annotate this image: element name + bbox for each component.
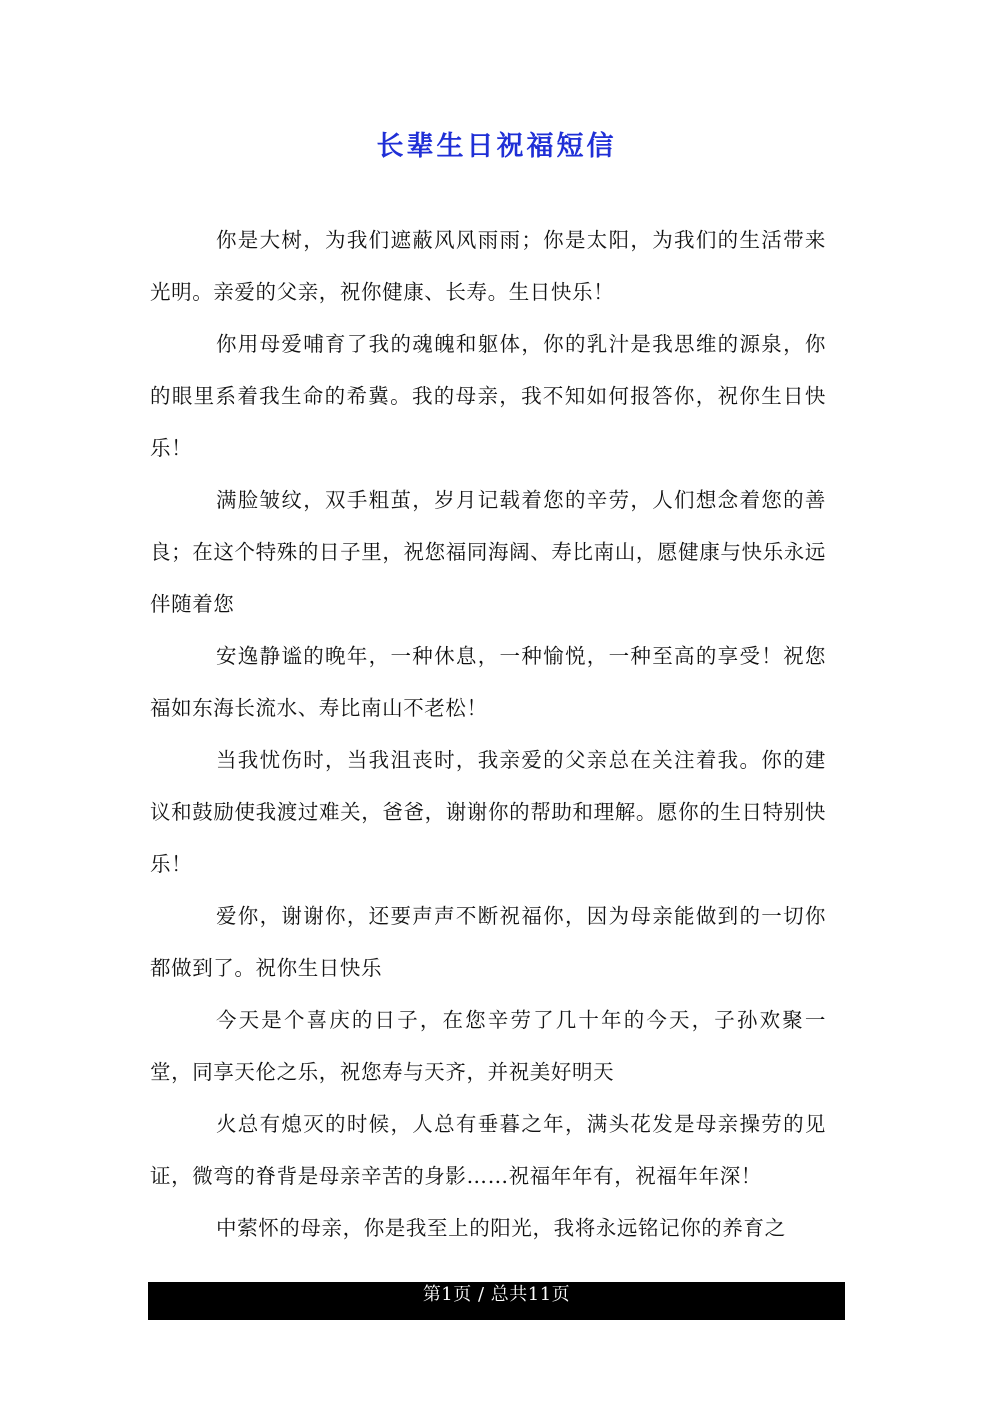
paragraph-7: 今天是个喜庆的日子，在您辛劳了几十年的今天，子孙欢聚一堂，同享天伦之乐，祝您寿与天齐，并祝美好明天 [150,1008,826,1084]
paragraph-2: 你用母爱哺育了我的魂魄和躯体，你的乳汁是我思维的源泉，你的眼里系着我生命的希冀。我的母亲，我不知如何报答你，祝你生日快乐！ [150,332,826,460]
paragraph-8: 火总有熄灭的时候，人总有垂暮之年，满头花发是母亲操劳的见证，微弯的脊背是母亲辛苦的身影……祝福年年有，祝福年年深！ [150,1112,826,1188]
document-body [150,214,826,1254]
paragraph-6: 爱你，谢谢你，还要声声不断祝福你，因为母亲能做到的一切你都做到了。祝你生日快乐 [150,904,826,980]
paragraph-5: 当我忧伤时，当我沮丧时，我亲爱的父亲总在关注着我。你的建议和鼓励使我渡过难关，爸爸，谢谢你的帮助和理解。愿你的生日特别快乐！ [150,748,826,876]
document-title: 长辈生日祝福短信 [376,131,617,162]
page-footer [148,1282,845,1320]
paragraph-4: 安逸静谧的晚年，一种休息，一种愉悦，一种至高的享受！祝您福如东海长流水、寿比南山不老松！ [150,644,826,720]
paragraph-1: 你是大树，为我们遮蔽风风雨雨；你是太阳，为我们的生活带来光明。亲爱的父亲，祝你健康、长寿。生日快乐！ [150,228,826,304]
page-number-label: 第1页 / 总共11页 [422,1284,571,1305]
paragraph-3: 满脸皱纹，双手粗茧，岁月记载着您的辛劳，人们想念着您的善良；在这个特殊的日子里，祝您福同海阔、寿比南山，愿健康与快乐永远伴随着您 [150,488,826,616]
paragraph-9: 中萦怀的母亲，你是我至上的阳光，我将永远铭记你的养育之 [216,1216,786,1240]
